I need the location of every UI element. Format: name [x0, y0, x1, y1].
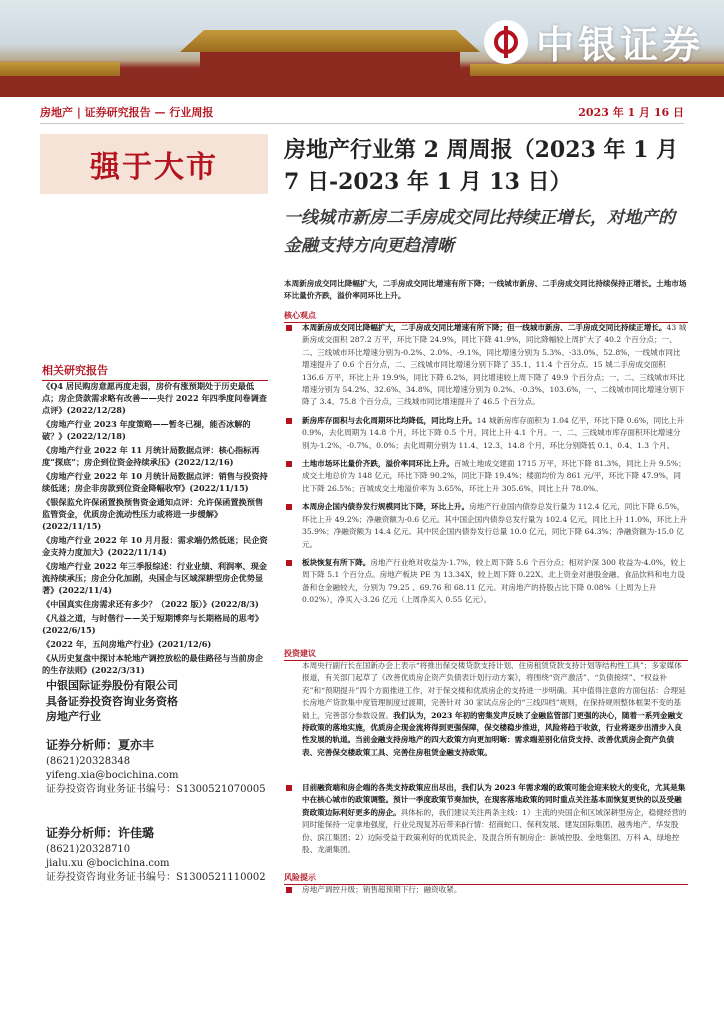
firm-info: [46, 678, 178, 710]
core-point-text: 43 城新房成交面积 287.2 万平，环比下降 24.9%，同比下降 41.9%，同比降幅较上周扩大了 40.2 个百分点；一、二、三线城市环比增速分别为-0.2%、2.0%、-9.1%，同比增速分别为 5.3%、-33.0%、52.8%，一线城市同比增速提升了 0.6 个百分点，二、三线城市同比增速分别下降了 35.1、11.4 个百分点。15 城二手房成交面积 136.6 万平，环比上升 19.9%，同比下降 6.2%，同比增速较上周下降了 49.9 个百分点；一、二、三线城市环比增速分别为 54.2%、32.6%、34.8%，同比增速分别为 0.2%、-0.3%、103.6%，一、二线城市同比增速分别下降了 3.4、75.8 个百分点，三线城市同比增速提升了 46.5 个百分点。: [302, 323, 687, 407]
report-abstract: 本周新房成交同比降幅扩大，二手房成交同比增速有所下降；一线城市新房、二手房成交同比持续保持正增长。土地市场环比量价齐跌，溢价率同环比上升。: [284, 279, 687, 300]
palace-roof-image: [180, 30, 480, 52]
analyst-license: 证券投资咨询业务证书编号：S1300521110002: [46, 872, 266, 883]
brand-logo: [484, 14, 704, 69]
core-point-item: [284, 322, 688, 409]
sidebar: [40, 126, 272, 1006]
firm-name: 中银国际证券股份有限公司: [46, 679, 178, 692]
section-heading-risk: 风险提示: [284, 872, 688, 885]
invest-paragraph: [302, 660, 688, 759]
analyst-name: 证券分析师：夏亦丰: [46, 738, 155, 752]
analyst-phone: (8621)20328348: [46, 756, 131, 767]
core-point-text: 房地产行业国内债券总发行量为 112.4 亿元，同比下降 6.5%，环比上升 49.2%；净融资额为-0.6 亿元。其中国企国内债券总发行量为 102.4 亿元，同比上升 11.0%，环比上升 35.9%；净融资额为 14.4 亿元。其中民企国内债券发行总量 10.0 亿元，同比下降 64.3%；净融资额为-15.0 亿元。: [302, 502, 688, 549]
invest-emphasis: 我们认为，2023 年初的密集发声反映了金融监管部门更强的决心，随着一系列金融支持政策的落地实施，优质房企现金流将得到更强保障，保交楼稳步推进，风险将趋于收敛，行业将逐步出清步入良性发展的轨道。当前金融支持房地产的四大政策方向更加明晰：需求端差别化信贷支持、改善优质房企资产负债表、完善保交楼政策工具、完善住房租赁金融支持政策。: [302, 710, 683, 757]
core-point-text: 14 城新房库存面积为 1.04 亿平，环比下降 0.6%，同比上升 0.9%，去化周期为 14.8 个月，环比下降 0.5 个月，同比上升 4.1 个月。一、二、三线城市库存面积环比增速分别为-1.2%、-0.7%、0.0%；去化周期分别为 11.4、12.3、14.8 个月，环比分别降低 0.1、0.4、1.3 个月。: [302, 415, 685, 450]
boc-logo-icon: [484, 20, 528, 64]
analyst-card: [46, 826, 266, 885]
core-point-lead: 本周新房成交同比降幅扩大，二手房成交同比增速有所下降；但一线城市新房、二手房成交同比持续正增长。: [302, 323, 667, 332]
rating-badge: 强于大市: [40, 134, 268, 194]
header-banner: [0, 0, 724, 97]
related-report-item: 《房地产行业 2022 年三季报综述：行业业绩、利润率、现金流持续承压；房企分化加剧，央国企与区域深耕型房企优势显著》(2022/11/4): [42, 561, 267, 595]
core-point-lead: 本周房企国内债券发行规模同比下降，环比上升。: [302, 502, 470, 512]
breadcrumb: 房地产 | 证券研究报告 — 行业周报: [40, 106, 214, 119]
invest-targets: 具体标的，我们建议关注两条主线：1）主流的央国企和区域深耕型房企，稳健经营的同时能保持一定拿地强度，行业兑现复苏后带来β行情：招商蛇口、保利发展、建发国际集团、越秀地产、华发股份、滨江集团；2）边际受益于政策利好的优质民企、及混合所有制房企：新城控股、金地集团、万科 A、绿地控股、龙湖集团。: [302, 807, 687, 855]
industry-label: 房地产行业: [46, 710, 101, 723]
report-meta-bar: [40, 101, 684, 124]
core-point-text: 房地产行业绝对收益为-1.7%，较上周下降 5.6 个百分点；相对沪深 300 收益为-4.0%，较上周下降 5.1 个百分点。房地产板块 PE 为 13.34X，较上周下降 0.22X。北上资金对港股金融、食品饮料和电力设备和仓金融较大，分别为 79.25 、69.76 和 68.11 亿元。对房地产的持股占比下降 0.08%（上周为上升 0.02%），净买入-3.26 亿元（上周净买入 0.55 亿元）。: [302, 557, 686, 605]
core-points-list: [284, 322, 688, 613]
core-point-item: [284, 415, 688, 452]
related-report-item: 《银保监允许保函置换预售资金通知点评：允许保函置换预售监管资金，优质房企流动性压力或将进一步缓解》(2022/11/15): [42, 497, 264, 531]
related-report-item: 《房地产行业 2022 年 10 月统计局数据点评：销售与投资持续低迷；房企非房款到位资金降幅收窄》(2022/11/15): [42, 471, 268, 493]
core-point-text: 百城土地成交建面 1715 万平，环比下降 81.3%，同比上升 9.5%；成交土地总价为 148 亿元，环比下降 90.2%，同比下降 19.4%；楼面均价为 861 元/平，环比下降 47.9%，同比下降 26.5%；百城成交土地溢价率为 3.65%，环比上升 305.6%，同比上升 78.0%。: [302, 459, 686, 493]
main-content: [284, 126, 688, 1006]
brand-name: 中银证券: [535, 23, 704, 67]
related-report-item: 《房地产行业 2023 年度策略——暂冬已褪，能否冰解的破？》(2022/12/18): [42, 419, 251, 441]
firm-qualification: 具备证券投资咨询业务资格: [46, 695, 178, 708]
report-title: 房地产行业第 2 周周报（2023 年 1 月 7 日-2023 年 1 月 13 日）: [284, 137, 679, 195]
analyst-card: [46, 738, 266, 797]
invest-emphasis: 目前融资端和房企端的各类支持政策应出尽出，我们认为 2023 年需求端的政策可能会迎来较大的变化，尤其是集中在核心城市的政策调整。预计一季度政策节奏加快，在现客落地政策的同时重点关注基本面恢复更快的以及受融资政策边际利好更多的房企。: [302, 783, 686, 817]
section-heading-invest: 投资建议: [284, 648, 688, 661]
analyst-license: 证券投资咨询业务证书编号：S1300521070005: [46, 784, 266, 795]
related-report-item: 《房地产行业 2022 年 10 月月报：需求端仍然低迷；民企资金支持力度加大》(2022/11/14): [42, 535, 268, 557]
analyst-phone: (8621)20328710: [46, 844, 131, 855]
related-reports-heading: 相关研究报告: [42, 362, 268, 381]
section-heading-core: 核心观点: [284, 310, 688, 323]
invest-text: 本周央行副行长在国新办会上表示“将推出保交楼贷款支持计划、住房租赁贷款支持计划等结构性工具”；多家媒体报道，有关部门起草了《改善优质房企资产负债表计划行动方案》，将围绕“资产激活”、“负债接续”、“权益补充”和“预期提升”四个方面推进工作，对于保交楼和优质房企的支持进一步明确。其中值得注意的方面包括：合理延长房地产贷款集中度管理制度过渡期，完善针对 30 家试点房企的“三线四档”规则，在保持规则整体框架不变的基础上，完善部分参数设置。: [302, 661, 686, 720]
analyst-email[interactable]: yifeng.xia@bocichina.com: [46, 770, 179, 781]
core-point-lead: 土地市场环比量价齐跌，溢价率同环比上升。: [302, 459, 454, 469]
report-subtitle: 一线城市新房二手房成交同比持续正增长，对地产的金融支持方向更趋清晰: [284, 208, 675, 256]
invest-item: [284, 782, 688, 856]
report-date: 2023 年 1 月 16 日: [578, 106, 684, 119]
related-report-item: 《Q4 居民购房意愿再度走弱，房价有涨预期处于历史最低点；房企贷款需求略有改善——央行 2022 年四季度问卷调查点评》(2022/12/28): [42, 381, 267, 415]
related-report-item: 《2022 年，五问房地产行业》(2021/12/6): [42, 639, 212, 649]
related-reports-list: [42, 380, 268, 678]
core-point-item: [284, 557, 688, 607]
related-report-item: 《中国真实住房需求还有多少？（2022 版）》(2022/8/3): [42, 599, 259, 609]
invest-list: [284, 782, 688, 862]
courtyard-wall-image: [0, 76, 724, 97]
related-report-item: 《从历史复盘中探讨本轮地产调控放松的最佳路径与当前房企的生存法则》(2022/3/31): [42, 653, 264, 675]
related-report-item: 《凡益之道，与时偕行——关于短期博弈与长期格局的思考》(2022/6/15): [42, 613, 264, 635]
related-report-item: 《房地产行业 2022 年 11 月统计局数据点评：核心指标再度“探底”；房企到位资金持续承压》(2022/12/16): [42, 445, 260, 467]
core-point-item: [284, 458, 688, 495]
core-point-item: [284, 501, 688, 551]
core-point-lead: 板块恢复有所下降。: [302, 557, 371, 567]
side-roof-image: [0, 62, 120, 76]
analyst-email[interactable]: jialu.xu @bocichina.com: [46, 858, 170, 869]
risk-item: 房地产调控升级；销售超预期下行；融资收紧。: [284, 884, 688, 896]
analyst-name: 证券分析师：许佳璐: [46, 826, 155, 840]
core-point-lead: 新房库存面积与去化周期环比均降低，同比均上升。: [302, 415, 477, 425]
risk-list: [284, 884, 688, 902]
